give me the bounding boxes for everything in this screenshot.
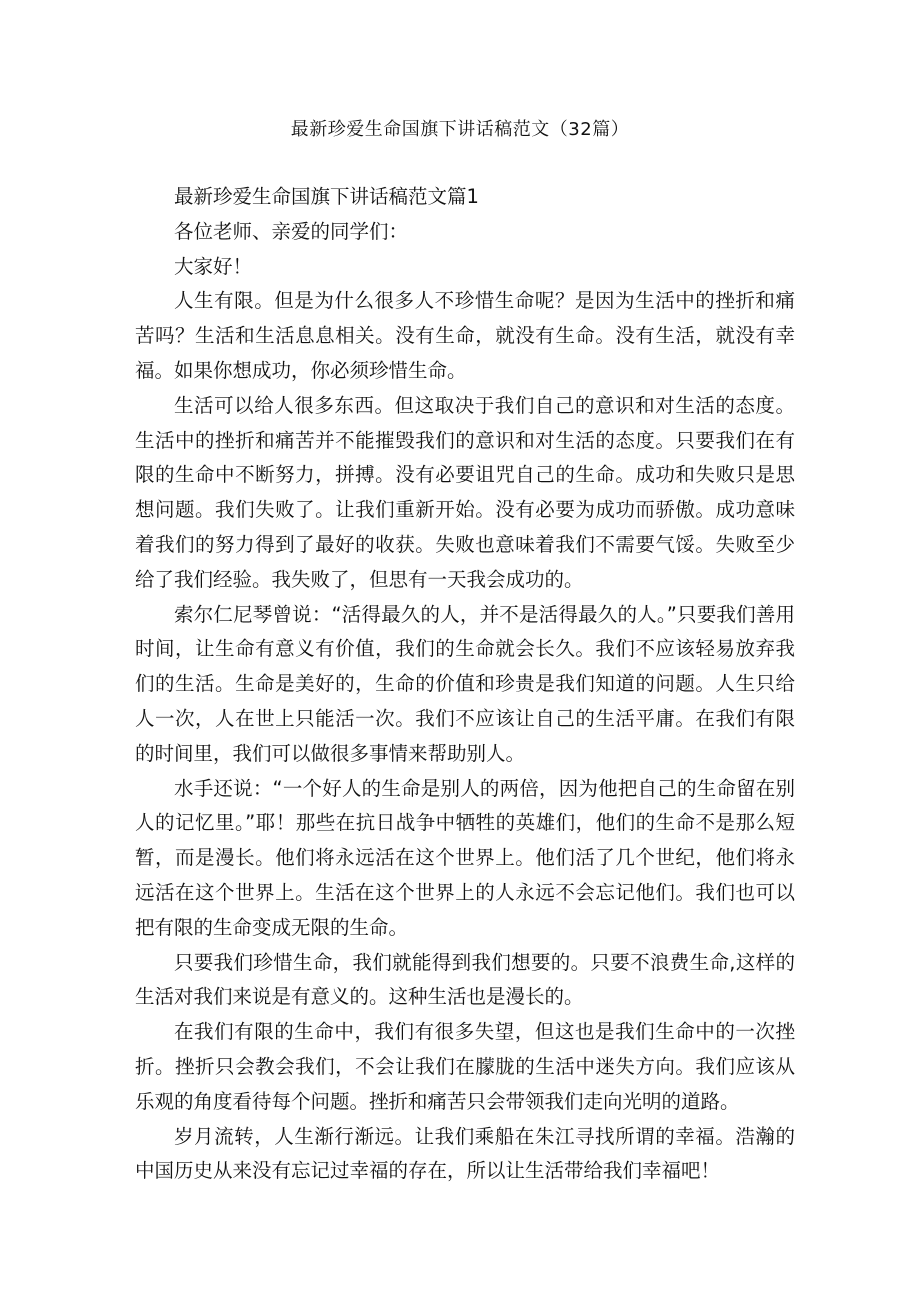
document-body [135,180,795,1189]
body-paragraph: 生活可以给人很多东西。但这取决于我们自己的意识和对生活的态度。生活中的挫折和痛苦并不能摧毁我们的意识和对生活的态度。只要我们在有限的生命中不断努力，拼搏。没有必要诅咒自己的生命。成功和失败只是思想问题。我们失败了。让我们重新开始。没有必要为成功而骄傲。成功意味着我们的努力得到了最好的收获。失败也意味着我们不需要气馁。失败至少给了我们经验。我失败了，但思有一天我会成功的。 [135,393,795,591]
section-heading: 最新珍爱生命国旗下讲话稿范文篇1 [174,185,479,208]
body-paragraph: 岁月流转，人生渐行渐远。让我们乘船在朱江寻找所谓的幸福。浩瀚的中国历史从来没有忘记过幸福的存在，所以让生活带给我们幸福吧！ [135,1124,795,1183]
body-paragraph: 在我们有限的生命中，我们有很多失望，但这也是我们生命中的一次挫折。挫折只会教会我们，不会让我们在朦胧的生活中迷失方向。我们应该从乐观的角度看待每个问题。挫折和痛苦只会带领我们走向光明的道路。 [135,1020,795,1113]
document-title: 最新珍爱生命国旗下讲话稿范文（32篇） [290,119,630,140]
body-paragraph: 只要我们珍惜生命，我们就能得到我们想要的。只要不浪费生命,这样的生活对我们来说是有意义的。这种生活也是漫长的。 [135,950,795,1009]
body-paragraph: 人生有限。但是为什么很多人不珍惜生命呢？是因为生活中的挫折和痛苦吗？生活和生活息息相关。没有生命，就没有生命。没有生活，就没有幸福。如果你想成功，你必须珍惜生命。 [135,289,795,382]
salutation: 各位老师、亲爱的同学们： [174,219,409,243]
body-paragraph: 水手还说：“一个好人的生命是别人的两倍，因为他把自己的生命留在别人的记忆里。”耶！那些在抗日战争中牺牲的英雄们，他们的生命不是那么短暂，而是漫长。他们将永远活在这个世界上。他们活了几个世纪，他们将永远活在这个世界上。生活在这个世界上的人永远不会忘记他们。我们也可以把有限的生命变成无限的生命。 [135,776,795,939]
greeting: 大家好！ [174,254,253,278]
body-paragraph: 索尔仁尼琴曾说：“活得最久的人，并不是活得最久的人。”只要我们善用时间，让生命有意义有价值，我们的生命就会长久。我们不应该轻易放弃我们的生活。生命是美好的，生命的价值和珍贵是我们知道的问题。人生只给人一次，人在世上只能活一次。我们不应该让自己的生活平庸。在我们有限的时间里，我们可以做很多事情来帮助别人。 [135,602,795,765]
